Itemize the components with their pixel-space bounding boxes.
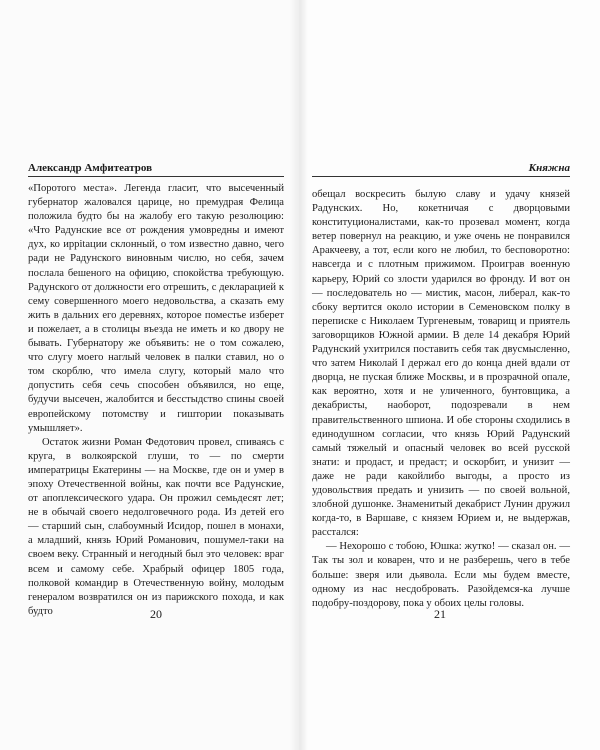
running-head-author: Александр Амфитеатров [28,162,284,177]
right-page [298,0,600,750]
right-page-text [312,188,570,611]
paragraph: — Нехорошо с тобою, Юшка: жутко! — сказал он. — Так ты зол и коварен, что и не разберешь, чего в тебе больше: зверя или дьявола. Если мы будем вместе, одному из нас несдобровать. Разойдемся-ка лучше подобру-поздорову, пока у обоих целы головы. [312,541,570,609]
left-page-text [28,182,284,619]
running-head-title: Княжна [312,162,570,177]
book-gutter-shadow [290,0,308,750]
paragraph: «Поротого места». Легенда гласит, что высеченный губернатор жаловался царице, но премудрая Фелица положила будто бы на жалобу его такую резолюцию: «Что Радунские все от рождения умовредны и имеют дух, ко иррitации склонный, о том известно давно, чего ради не Радунского виновным числю, но себя, зачем послала бешеного на официю, спокойства требующую. Радунского от должности его отрешить, с декларацией к сему совершенного моего недовольства, а сказать ему жить в дальних его деревнях, которое поместье изберет и пожелает, а в столицы въезда не иметь и ко двору не бывать. Губернатору же объявить: не о том сожалею, что слугу моего наглый человек в палки ставил, но о том скорблю, что имела слугу, который мало что допустить себя сечь способен объявился, но еще, будучи высечен, жалобится и бесстыдство спины своей европейскому потомству и гиштории показывать умышляет». [28,183,284,434]
page-number: 20 [150,607,162,621]
left-page [0,0,298,750]
paragraph: Остаток жизни Роман Федотович провел, спиваясь с круга, в волкоярской глуши, то — по смерти императрицы Екатерины — на Москве, где он и умер в эпоху Отечественной войны, как почти все Радунские, от апоплексического удара. Он прожил семьдесят лет; не в обычай своего недолговечного рода. Из детей его — старший сын, слабоумный Исидор, пошел в монахи, а младший, князь Юрий Романович, пошумел-таки на своем веку. Странный и негодный был это человек: враг всем и самому себе. Храбрый офицер 1805 года, полковой командир в Отечественную войну, молодым генералом возвратился он из парижского похода, и как будто [28,436,284,617]
paragraph: обещал воскресить былую славу и удачу князей Радунских. Но, кокетничая с дворцовыми конституционалистами, как-то прозевал момент, когда ветер повернул на реакцию, и уже очень не понравился Аракчееву, а тот, если кого не любил, то бесповоротно: навсегда и с плотным прижимом. Проиграв военную карьеру, Юрий со злости ударился во фронду. И вот он — последователь но — мистик, масон, либерал, как-то сбоку вертится около истории в Семеновском полку в переписке с Николаем Тургеневым, товарищ и приятель заговорщиков Южной армии. В деле 14 декабря Юрий Радунский ухитрился поставить себя так двусмысленно, что затем Николай I держал его до конца дней вдали от дворца, не пуская ближе Москвы, и в прозрачной опале, как вероятно, хотя и не уличенного, бунтовщика, а декабристы, наоборот, подозревали в нем правительственного шпиона. И обе стороны сходились в единодушном согласии, что князь Юрий Радунский самый тяжелый и опасный человек во всей русской знати: и продаст, и предаст; и оскорбит, и унизит — даже не ради какойлибо выгоды, а просто из удовольствия предать и унизить — по своей вольной, злобной душонке. Знаменитый декабрист Лунин дружил когда-то, в Варшаве, с князем Юрием и, не выдержав, расстался: [312,189,570,539]
page-number: 21 [434,607,446,621]
